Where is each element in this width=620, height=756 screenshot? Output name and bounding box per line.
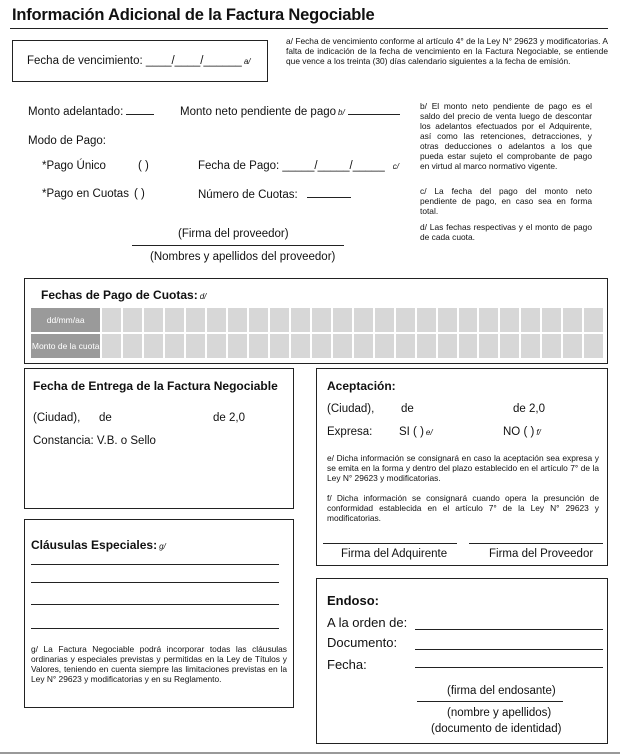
monto-adelantado-field[interactable] — [28, 105, 154, 118]
firma-proveedor2-line[interactable] — [469, 543, 603, 544]
cuota-cell[interactable] — [542, 308, 561, 332]
vencimiento-field[interactable] — [27, 55, 251, 67]
title-divider — [10, 28, 608, 29]
cuota-cell[interactable] — [354, 334, 373, 358]
entrega-constancia[interactable]: Constancia: V.B. o Sello — [33, 435, 156, 447]
cuota-cell[interactable] — [291, 308, 310, 332]
aceptacion-box — [316, 368, 608, 566]
cuota-cell[interactable] — [249, 308, 268, 332]
cuota-cell[interactable] — [396, 308, 415, 332]
nombre-endosante-label: (nombre y apellidos) — [447, 707, 552, 719]
cuota-cell[interactable] — [521, 308, 540, 332]
aceptacion-year: de 2,0 — [513, 403, 545, 415]
note-a: a/ Fecha de vencimiento conforme al artículo 4° de la Ley N° 29623 y modificatorias. A falta de indicación de la fecha de vencimiento en la Factura Negociable, se entiende que vence a los treinta (30) días calendario siguientes a la fecha de emisión. — [286, 36, 608, 66]
cuota-cell[interactable] — [312, 334, 331, 358]
aceptacion-de: de — [401, 403, 414, 415]
cuota-cell[interactable] — [228, 334, 247, 358]
numero-cuotas-label: Número de Cuotas: — [198, 189, 298, 201]
monto-neto-ref: b/ — [338, 108, 345, 117]
page-title: Información Adicional de la Factura Negociable — [12, 6, 375, 24]
no-ref: f/ — [536, 428, 541, 437]
fecha-pago-field[interactable] — [198, 160, 399, 172]
si-checkbox[interactable]: SI ( ) — [399, 426, 424, 438]
monto-neto-blank[interactable] — [348, 105, 400, 115]
doc-id-label: (documento de identidad) — [431, 723, 562, 735]
cuota-cell[interactable] — [186, 308, 205, 332]
cuota-cell[interactable] — [584, 334, 603, 358]
numero-cuotas-blank[interactable] — [307, 188, 351, 198]
entrega-de: de — [99, 412, 112, 424]
cuota-cell[interactable] — [521, 334, 540, 358]
cuota-cell[interactable] — [417, 308, 436, 332]
cuota-cell[interactable] — [291, 334, 310, 358]
note-d: d/ Las fechas respectivas y el monto de pago de cada cuota. — [420, 222, 592, 242]
orden-label: A la orden de: — [327, 615, 408, 630]
cuota-cell[interactable] — [459, 308, 478, 332]
cuota-cell[interactable] — [144, 308, 163, 332]
note-g: g/ La Factura Negociable podrá incorporar todas las cláusulas ordinarias y especiales previstas y permitidas en la Ley de Títulos y Valores, teniendo en cuenta siempre las limitaciones previstas en la Ley N° 29623 y modificatorias y en su Reglamento. — [31, 644, 287, 684]
cuota-cell[interactable] — [438, 334, 457, 358]
cuotas-box — [24, 278, 608, 364]
fecha-label: Fecha: — [327, 657, 367, 672]
entrega-box — [24, 368, 294, 509]
cuota-cell[interactable] — [102, 308, 121, 332]
cuota-cell[interactable] — [228, 308, 247, 332]
page-bottom-border — [0, 752, 620, 754]
aceptacion-title: Aceptación: — [327, 379, 396, 393]
numero-cuotas-field[interactable] — [198, 188, 351, 201]
no-field[interactable] — [503, 426, 541, 438]
cuota-cell[interactable] — [165, 308, 184, 332]
fecha-pago-ref: c/ — [392, 162, 399, 171]
aceptacion-ciudad[interactable]: (Ciudad), — [327, 403, 375, 415]
cuota-cell[interactable] — [123, 334, 142, 358]
cuota-cell[interactable] — [563, 308, 582, 332]
cuotas-amount-header: Monto de la cuota — [31, 334, 100, 358]
fecha-pago-label: Fecha de Pago: _____/_____/_____ — [198, 160, 385, 172]
orden-line[interactable] — [415, 629, 603, 630]
clausulas-box — [24, 519, 294, 708]
note-c: c/ La fecha del pago del monto neto pendiente de pago, en caso sea en forma total. — [420, 186, 592, 216]
nombres-proveedor-label: (Nombres y apellidos del proveedor) — [150, 251, 336, 263]
cuota-cell[interactable] — [333, 308, 352, 332]
cuota-cell[interactable] — [459, 334, 478, 358]
pago-cuotas-checkbox[interactable]: ( ) — [134, 188, 145, 200]
cuota-cell[interactable] — [333, 334, 352, 358]
expresa-label: Expresa: — [327, 426, 373, 438]
monto-neto-field[interactable] — [180, 105, 400, 118]
note-f: f/ Dicha información se consignará cuando opera la presunción de conformidad establecida en el artículo 7° de la Ley N° 29623 y modificatorias. — [327, 493, 599, 523]
cuota-cell[interactable] — [500, 308, 519, 332]
clausulas-title-row — [31, 538, 166, 552]
endoso-box — [316, 578, 608, 744]
cuota-cell[interactable] — [312, 308, 331, 332]
cuota-cell[interactable] — [165, 334, 184, 358]
cuotas-date-row — [31, 308, 603, 332]
cuota-cell[interactable] — [270, 334, 289, 358]
cuota-cell[interactable] — [584, 308, 603, 332]
firma-proveedor-line[interactable] — [132, 245, 344, 246]
si-field[interactable] — [399, 426, 433, 438]
cuota-cell[interactable] — [186, 334, 205, 358]
vencimiento-box — [12, 40, 268, 82]
entrega-year: de 2,0 — [213, 412, 245, 424]
cuota-cell[interactable] — [542, 334, 561, 358]
pago-unico-checkbox[interactable]: ( ) — [138, 160, 149, 172]
no-checkbox[interactable]: NO ( ) — [503, 426, 535, 438]
note-e: e/ Dicha información se consignará en caso la aceptación sea expresa y se emita en la forma y dentro del plazo establecido en el artículo 7° de la Ley N° 29623 y modificatorias. — [327, 453, 599, 483]
pago-unico-label: *Pago Único — [42, 160, 106, 172]
cuotas-date-header: dd/mm/aa — [31, 308, 100, 332]
cuotas-ref: d/ — [199, 292, 207, 301]
cuota-cell[interactable] — [354, 308, 373, 332]
entrega-title: Fecha de Entrega de la Factura Negociable — [33, 379, 278, 393]
cuota-cell[interactable] — [102, 334, 121, 358]
cuota-cell[interactable] — [249, 334, 268, 358]
modo-pago-label: Modo de Pago: — [28, 135, 107, 147]
endoso-title: Endoso: — [327, 593, 379, 608]
firma-adquirente-line[interactable] — [323, 543, 457, 544]
cuota-cell[interactable] — [500, 334, 519, 358]
entrega-ciudad[interactable]: (Ciudad), — [33, 412, 81, 424]
cuotas-title: Fechas de Pago de Cuotas: — [41, 288, 198, 302]
firma-proveedor2-label: Firma del Proveedor — [489, 548, 594, 560]
documento-line[interactable] — [415, 649, 603, 650]
cuota-cell[interactable] — [479, 308, 498, 332]
monto-adelantado-blank[interactable] — [126, 105, 154, 115]
vencimiento-label: Fecha de vencimiento: ____/____/______ — [27, 55, 242, 67]
note-b: b/ El monto neto pendiente de pago es el saldo del precio de venta luego de descontar los adelantos efectuados por el Adquirente, así como las retenciones, detracciones, y otras deducciones o adelantos a los que pueda estar sujeto el comprobante de pago en virtud al marco normativo vigente. — [420, 101, 592, 171]
documento-label: Documento: — [327, 635, 398, 650]
firma-endosante-label: (firma del endosante) — [447, 685, 556, 697]
clausula-line-2[interactable] — [31, 582, 279, 583]
cuota-cell[interactable] — [270, 308, 289, 332]
cuota-cell[interactable] — [375, 308, 394, 332]
clausula-line-1[interactable] — [31, 564, 279, 565]
firma-adquirente-label: Firma del Adquirente — [341, 548, 448, 560]
cuota-cell[interactable] — [207, 308, 226, 332]
cuota-cell[interactable] — [144, 334, 163, 358]
cuotas-amount-row — [31, 334, 603, 358]
cuota-cell[interactable] — [375, 334, 394, 358]
monto-neto-label: Monto neto pendiente de pago — [180, 106, 337, 118]
clausulas-title: Cláusulas Especiales: — [31, 538, 158, 552]
cuota-cell[interactable] — [479, 334, 498, 358]
cuota-cell[interactable] — [123, 308, 142, 332]
vencimiento-ref: a/ — [243, 57, 251, 66]
clausula-line-4[interactable] — [31, 628, 279, 629]
firma-endosante-line[interactable] — [417, 701, 563, 702]
monto-adelantado-label: Monto adelantado: — [28, 106, 124, 118]
clausula-line-3[interactable] — [31, 604, 279, 605]
clausulas-ref: g/ — [159, 542, 166, 551]
si-ref: e/ — [425, 428, 433, 437]
cuotas-title-row — [41, 288, 206, 302]
cuota-cell[interactable] — [438, 308, 457, 332]
firma-proveedor-label: (Firma del proveedor) — [178, 228, 289, 240]
cuota-cell[interactable] — [396, 334, 415, 358]
fecha-line[interactable] — [415, 667, 603, 668]
cuota-cell[interactable] — [207, 334, 226, 358]
pago-cuotas-label: *Pago en Cuotas — [42, 188, 129, 200]
cuota-cell[interactable] — [563, 334, 582, 358]
cuota-cell[interactable] — [417, 334, 436, 358]
